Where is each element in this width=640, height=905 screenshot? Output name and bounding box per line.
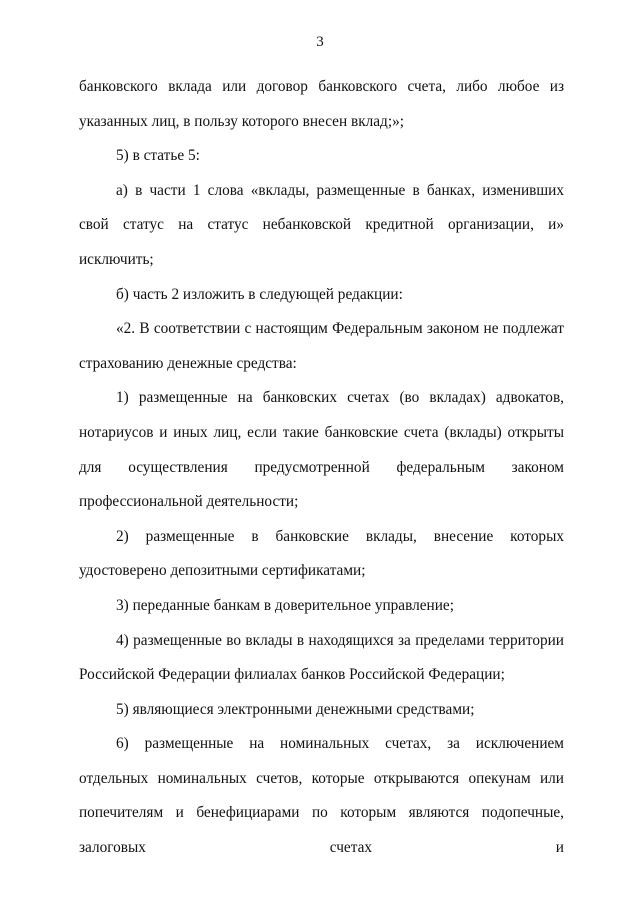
- paragraph-clause-5: 5) являющиеся электронными денежными средствами;: [116, 700, 475, 718]
- paragraph-subitem-b: б) часть 2 изложить в следующей редакции:: [116, 285, 403, 303]
- document-body: [79, 70, 564, 866]
- page-number: 3: [316, 34, 324, 50]
- paragraph-clause-4: 4) размещенные во вклады в находящихся за пределами территории Российской Федерации филиалах банков Российской Федерации;: [79, 631, 564, 684]
- paragraph-clause-3: 3) переданные банкам в доверительное управление;: [116, 596, 454, 614]
- paragraph-clause-1: 1) размещенные на банковских счетах (во вкладах) адвокатов, нотариусов и иных лиц, если такие банковские счета (вклады) открыты для осуществления предусмотренной федеральным законом профессиональной деятельности;: [79, 389, 564, 511]
- paragraph-clause-6: 6) размещенные на номинальных счетах, за исключением отдельных номинальных счетов, которые открываются опекунам или попечителям и бенефициарами по которым являются подопечные, залоговых счетах и: [79, 735, 564, 857]
- paragraph-part-2: «2. В соответствии с настоящим Федеральным законом не подлежат страхованию денежные средства:: [79, 320, 564, 372]
- paragraph-continuation: банковского вклада или договор банковского счета, либо любое из указанных лиц, в пользу которого внесен вклад;»;: [79, 78, 564, 130]
- paragraph-subitem-a: а) в части 1 слова «вклады, размещенные в банках, изменивших свой статус на статус небанковской кредитной организации, и» исключить;: [79, 181, 564, 268]
- paragraph-clause-2: 2) размещенные в банковские вклады, внесение которых удостоверено депозитными сертификатами;: [79, 527, 564, 580]
- paragraph-item-5: 5) в статье 5:: [116, 147, 200, 165]
